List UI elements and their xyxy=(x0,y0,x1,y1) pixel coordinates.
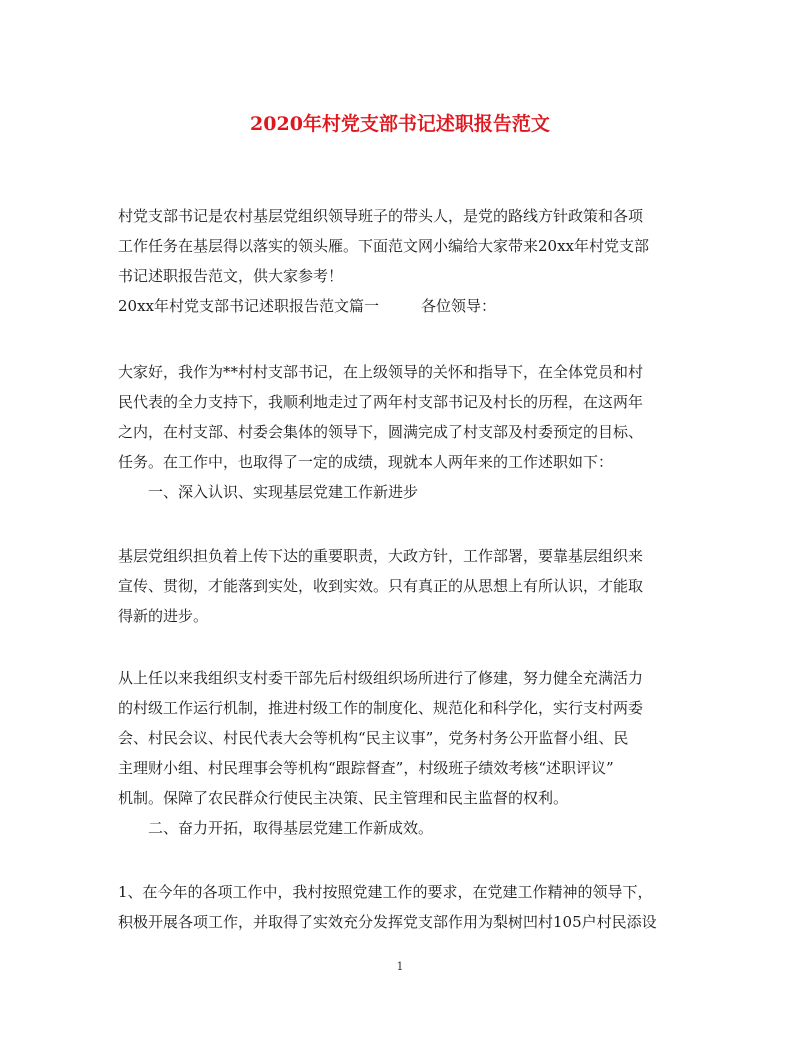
paragraph-4 xyxy=(118,877,684,937)
intro-paragraph xyxy=(118,201,684,321)
text-line: 村党支部书记是农村基层党组织领导班子的带头人，是党的路线方针政策和各项 xyxy=(118,207,644,225)
subtitle-line xyxy=(118,291,684,321)
text-line: 之内，在村支部、村委会集体的领导下，圆满完成了村支部及村委预定的目标、 xyxy=(118,423,644,441)
paragraph-3 xyxy=(118,663,684,843)
text-line: 民代表的全力支持下，我顺利地走过了两年村支部书记及村长的历程，在这两年 xyxy=(118,393,644,411)
text-line: 主理财小组、村民理事会等机构“跟踪督查”，村级班子绩效考核“述职评议” xyxy=(118,759,614,777)
text-line: 会、村民会议、村民代表大会等机构“民主议事”，党务村务公开监督小组、民 xyxy=(118,729,629,747)
text-line: 工作任务在基层得以落实的领头雁。下面范文网小编给大家带来20xx年村党支部 xyxy=(118,237,650,255)
subtitle-left: 20xx年村党支部书记述职报告范文篇一 xyxy=(118,297,380,315)
section-heading-2: 二、奋力开拓，取得基层党建工作新成效。 xyxy=(148,819,434,837)
text-line: 机制。保障了农民群众行使民主决策、民主管理和民主监督的权利。 xyxy=(118,789,569,807)
page-number: 1 xyxy=(396,960,404,973)
text-line: 1、在今年的各项工作中，我村按照党建工作的要求，在党建工作精神的领导下， xyxy=(118,883,653,901)
text-line: 基层党组织担负着上传下达的重要职责，大政方针，工作部署，要靠基层组织来 xyxy=(118,547,644,565)
text-line: 的村级工作运行机制，推进村级工作的制度化、规范化和科学化，实行支村两委 xyxy=(118,699,644,717)
text-line: 任务。在工作中，也取得了一定的成绩，现就本人两年来的工作述职如下： xyxy=(118,453,614,471)
text-line: 大家好，我作为**村村支部书记，在上级领导的关怀和指导下，在全体党员和村 xyxy=(118,363,644,381)
paragraph-1 xyxy=(118,357,684,507)
text-line: 书记述职报告范文，供大家参考！ xyxy=(118,267,344,285)
paragraph-2 xyxy=(118,541,684,631)
section-heading-1: 一、深入认识、实现基层党建工作新进步 xyxy=(148,483,419,501)
document-title: 2020年村党支部书记述职报告范文 xyxy=(250,113,550,135)
text-line: 宣传、贯彻，才能落到实处，收到实效。只有真正的从思想上有所认识，才能取 xyxy=(118,577,644,595)
salutation: 各位领导： xyxy=(421,297,497,315)
text-line: 从上任以来我组织支村委干部先后村级组织场所进行了修建，努力健全充满活力 xyxy=(118,669,644,687)
text-line: 积极开展各项工作，并取得了实效充分发挥党支部作用为梨树凹村105户村民添设 xyxy=(118,913,657,931)
text-line: 得新的进步。 xyxy=(118,607,209,625)
